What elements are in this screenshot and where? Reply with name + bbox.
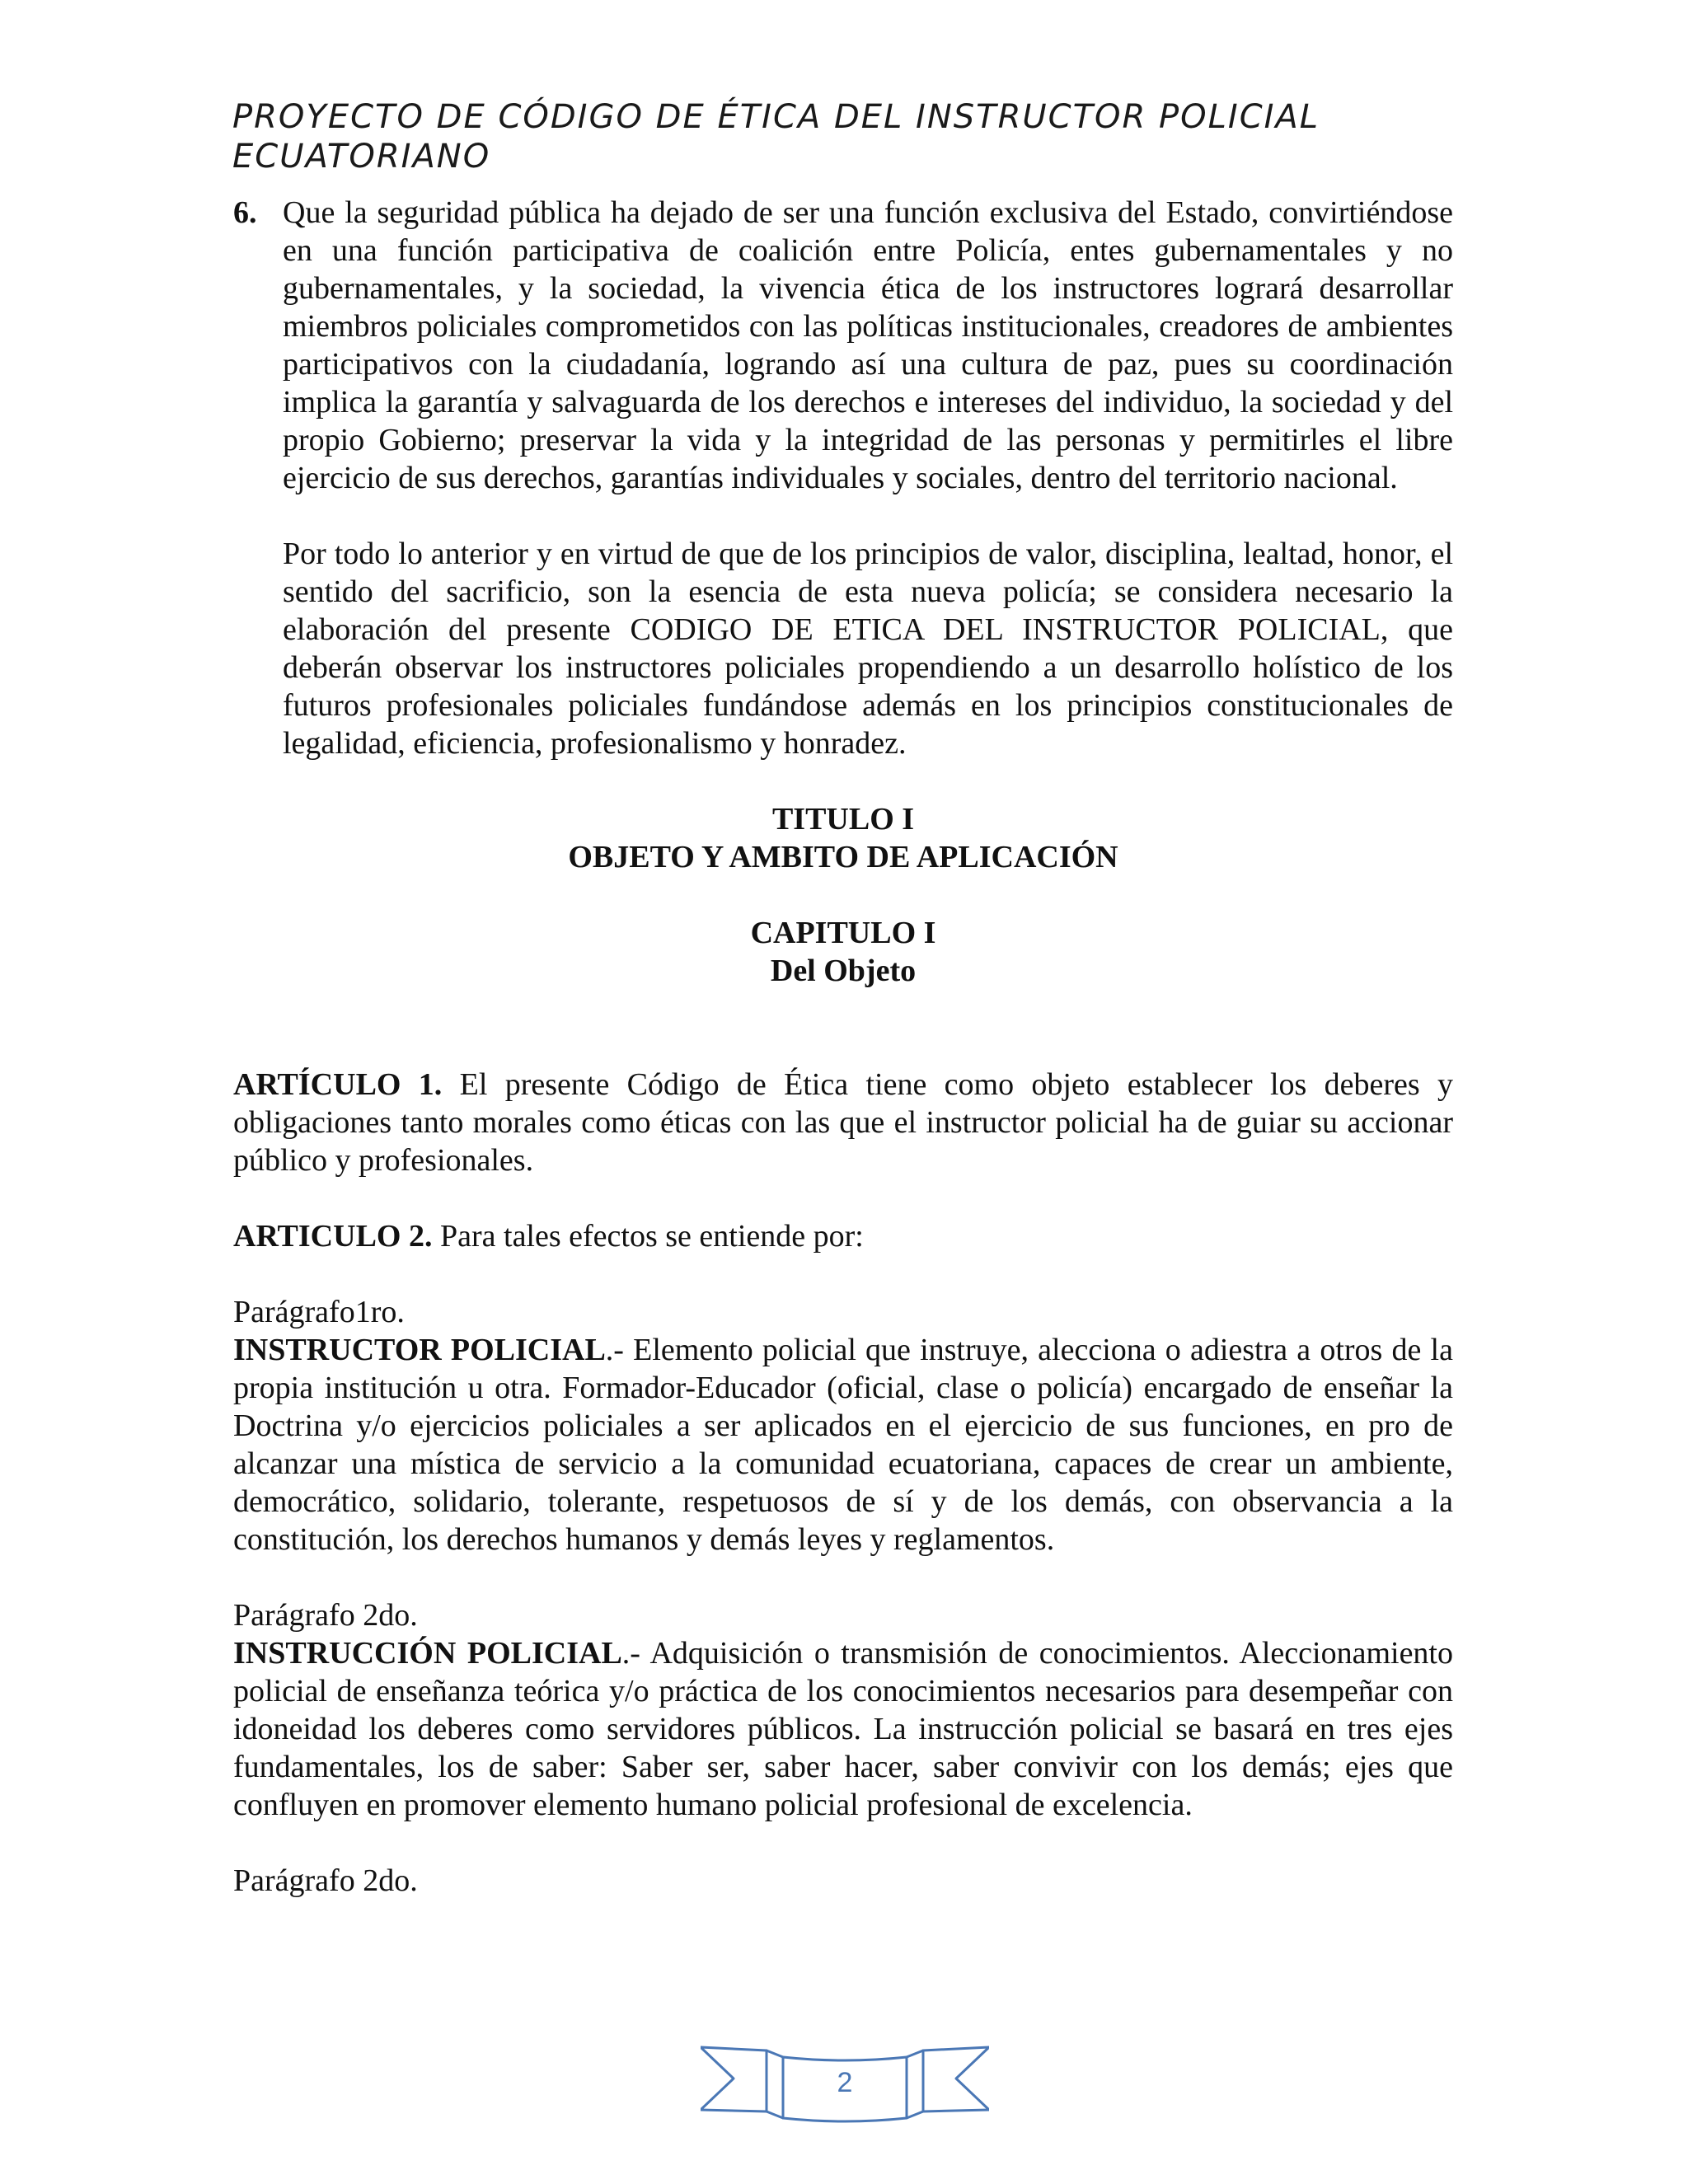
titulo-heading [233,800,1453,876]
header-title-line2: ECUATORIANO [232,138,491,176]
paragrafo-2-heading: Parágrafo 2do. [233,1598,418,1633]
paragrafo-1-heading: Parágrafo1ro. [233,1295,405,1329]
articulo-2-text: Para tales efectos se entiende por: [432,1219,864,1254]
capitulo-heading [233,914,1453,990]
document-body [233,194,1453,1900]
paragrafo-2 [233,1596,1453,1824]
paragrafo-2-body [233,1634,1453,1824]
paragrafo-1-term: INSTRUCTOR POLICIAL [233,1333,606,1367]
titulo-name: OBJETO Y AMBITO DE APLICACIÓN [568,840,1118,874]
paragrafo-1-text: .- Elemento policial que instruye, alecciona o adiestra a otros de la propia institución u otra. Formador-Educador (oficial, clase o policía) encargado de enseñar la Doctrina y/o ejercicios policiales a ser aplicados en el ejercicio de sus funciones, en pro de alcanzar una mística de servicio a la comunidad ecuatoriana, capaces de crear un ambiente, democrático, solidario, tolerante, respetuosos de sí y de los demás, con observancia a la constitución, los derechos humanos y demás leyes y reglamentos. [233,1333,1453,1557]
capitulo-number: CAPITULO I [750,916,936,950]
paragrafo-2-text: .- Adquisición o transmisión de conocimientos. Aleccionamiento policial de enseñanza teórica y/o práctica de los conocimientos necesarios para desempeñar con idoneidad los deberes como servidores públicos. La instrucción policial se basará en tres ejes fundamentales, los de saber: Saber ser, saber hacer, saber convivir con los demás; ejes que confluyen en promover elemento humano policial profesional de excelencia. [233,1636,1453,1822]
numbered-item-6 [233,194,1453,497]
item-text: Que la seguridad pública ha dejado de ser una función exclusiva del Estado, convirtiéndose en una función participativa de coalición entre Policía, entes gubernamentales y no gubernamentales, y la sociedad, la vivencia ética de los instructores logrará desarrollar miembros policiales comprometidos con las políticas institucionales, creadores de ambientes participativos con la ciudadanía, logrando así una cultura de paz, pues su coordinación implica la garantía y salvaguarda de los derechos e intereses del individuo, la sociedad y del propio Gobierno; preservar la vida y la integridad de las personas y permitirles el libre ejercicio de sus derechos, garantías individuales y sociales, dentro del territorio nacional. [283,195,1453,495]
document-header [232,97,1469,176]
capitulo-name: Del Objeto [770,954,917,988]
paragrafo-1 [233,1293,1453,1558]
page-number-ribbon [701,2039,989,2138]
header-title-line1: PROYECTO DE CÓDIGO DE ÉTICA DEL INSTRUCTOR POLICIAL [232,98,1320,136]
paragrafo-1-body [233,1331,1453,1558]
articulo-1-text: El presente Código de Ética tiene como objeto establecer los deberes y obligaciones tanto morales como éticas con las que el instructor policial ha de guiar su accionar público y profesionales. [233,1067,1453,1178]
item-number: 6. [233,195,257,230]
page-number: 2 [837,2067,853,2098]
articulo-2-label: ARTICULO 2. [233,1219,433,1254]
paragrafo-3-heading: Parágrafo 2do. [233,1863,418,1898]
articulo-2 [233,1217,1453,1255]
articulo-1-label: ARTÍCULO 1. [233,1067,443,1102]
paragrafo-3 [233,1862,1453,1900]
articulo-1 [233,1066,1453,1179]
titulo-number: TITULO I [771,802,915,837]
conclusion-paragraph: Por todo lo anterior y en virtud de que de los principios de valor, disciplina, lealtad, honor, el sentido del sacrificio, son la esencia de esta nueva policía; se considera necesario la elaboración del presente CODIGO DE ETICA DEL INSTRUCTOR POLICIAL, que deberán observar los instructores policiales propendiendo a un desarrollo holístico de los futuros profesionales policiales fundándose además en los principios constitucionales de legalidad, eficiencia, profesionalismo y honradez. [283,537,1453,761]
paragrafo-2-term: INSTRUCCIÓN POLICIAL [233,1636,622,1671]
